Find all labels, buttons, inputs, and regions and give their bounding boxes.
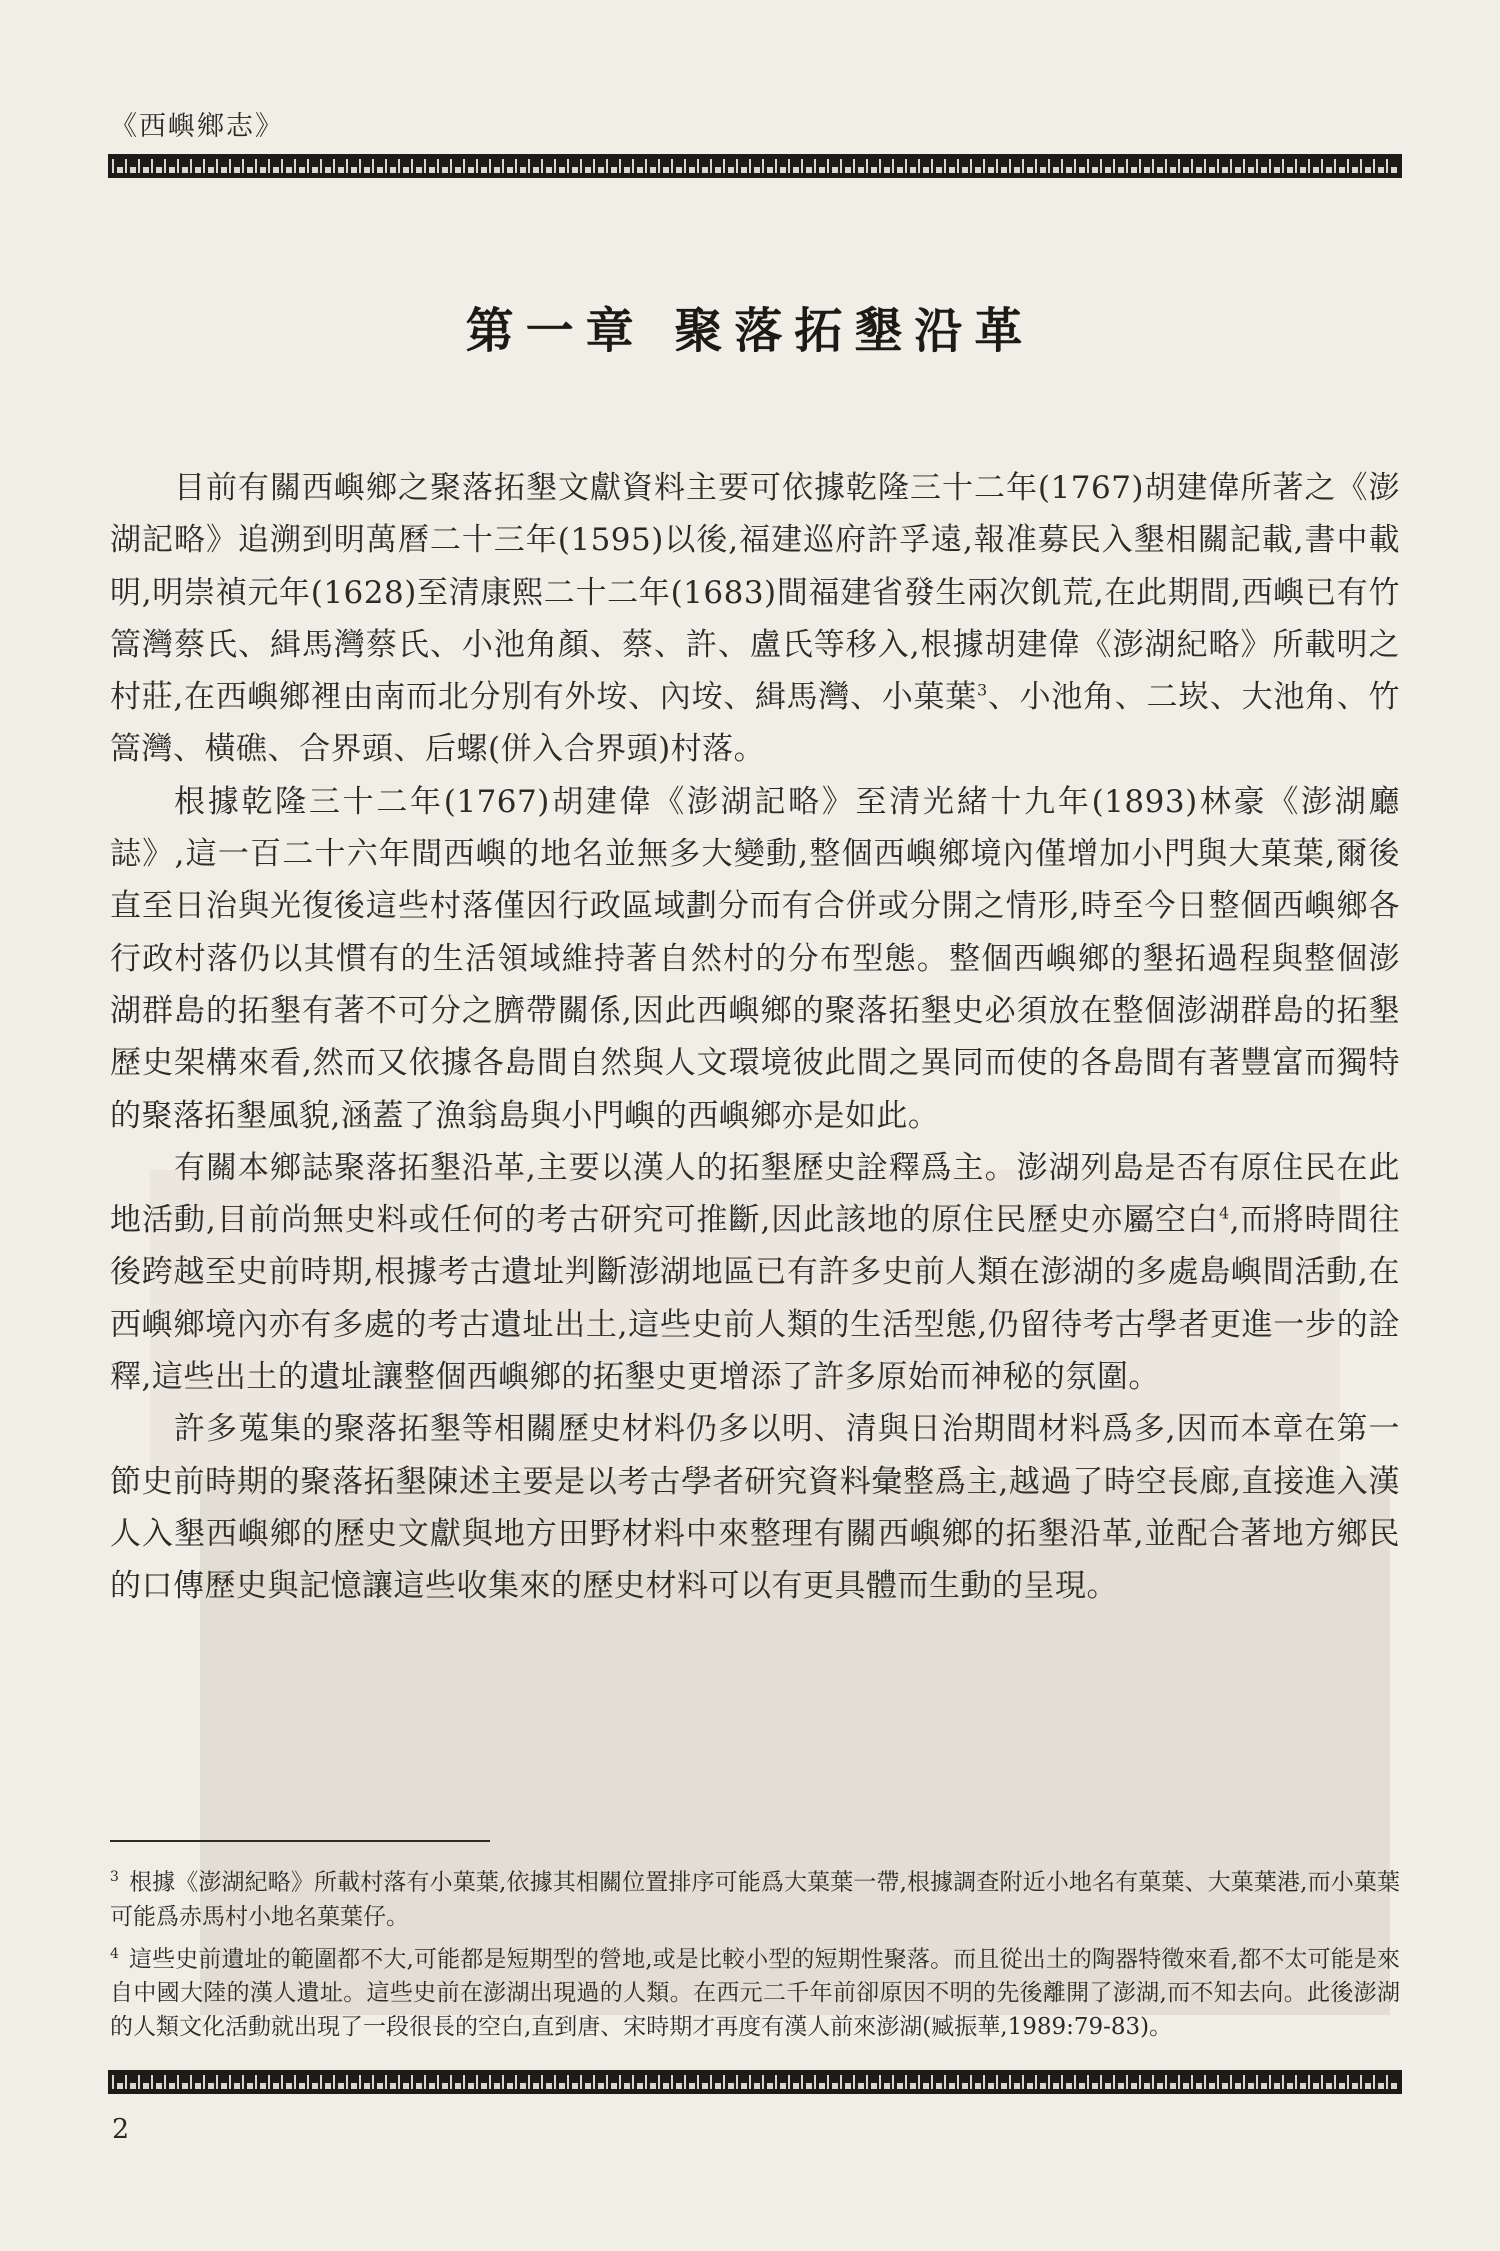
paragraph-1: 目前有關西嶼鄉之聚落拓墾文獻資料主要可依據乾隆三十二年(1767)胡建偉所著之《澎湖記略》追溯到明萬曆二十三年(1595)以後,福建巡府許孚遠,報准募民入墾相關記載,書中載明,明崇禎元年(1628)至清康熙二十二年(1683)間福建省發生兩次飢荒,在此期間,西嶼已有竹篙灣蔡氏、緝馬灣蔡氏、小池角顏、蔡、許、盧氏等移入,根據胡建偉《澎湖紀略》所載明之村莊,在西嶼鄉裡由南而北分別有外垵、內垵、緝馬灣、小菓葉$^3$、小池角、二崁、大池角、竹篙灣、橫礁、合界頭、后螺(併入合界頭)村落。 (110, 470, 1400, 768)
footnote-4: $^4$ 這些史前遺址的範圍都不大,可能都是短期型的營地,或是比較小型的短期性聚落。而且從出土的陶器特徵來看,都不太可能是來自中國大陸的漢人遺址。這些史前在澎湖出現過的人類。在西元二千年前卻原因不明的先後離開了澎湖,而不知去向。此後澎湖的人類文化活動就出現了一段很長的空白,直到唐、宋時期才再度有漢人前來澎湖(臧振華,1989:79-83)。 (110, 1945, 1400, 2041)
footnote-separator (110, 1840, 490, 1842)
header-ornamental-border (108, 154, 1402, 178)
paragraph-4: 許多蒐集的聚落拓墾等相關歷史材料仍多以明、清與日治期間材料爲多,因而本章在第一節史前時期的聚落拓墾陳述主要是以考古學者研究資料彙整爲主,越過了時空長廊,直接進入漢人入墾西嶼鄉的歷史文獻與地方田野材料中來整理有關西嶼鄉的拓墾沿革,並配合著地方鄉民的口傳歷史與記憶讓這些收集來的歷史材料可以有更具體而生動的呈現。 (110, 1411, 1400, 1605)
body-text (110, 462, 1400, 1613)
footnote-ref-3[interactable]: 3 (976, 680, 988, 700)
paragraph-3: 有關本鄉誌聚落拓墾沿革,主要以漢人的拓墾歷史詮釋爲主。澎湖列島是否有原住民在此地活動,目前尚無史料或任何的考古研究可推斷,因此該地的原住民歷史亦屬空白$^4$,而將時間往後跨越至史前時期,根據考古遺址判斷澎湖地區已有許多史前人類在澎湖的多處島嶼間活動,在西嶼鄉境內亦有多處的考古遺址出土,這些史前人類的生活型態,仍留待考古學者更進一步的詮釋,這些出土的遺址讓整個西嶼鄉的拓墾史更增添了許多原始而神秘的氛圍。 (110, 1149, 1400, 1396)
chapter-title: 第一章 聚落拓墾沿革 (465, 303, 1035, 359)
page-number: 2 (112, 2114, 130, 2145)
footnote-3: $^3$ 根據《澎湖紀略》所載村落有小菓葉,依據其相關位置排序可能爲大菓葉一帶,根據調查附近小地名有菓葉、大菓葉港,而小菓葉可能爲赤馬村小地名菓葉仔。 (110, 1869, 1400, 1930)
running-header-title: 《西嶼鄉志》 (110, 111, 284, 142)
footnotes (110, 1860, 1400, 2047)
footnote-ref-4[interactable]: 4 (1219, 1203, 1230, 1223)
footer-ornamental-border (108, 2070, 1402, 2094)
paragraph-2: 根據乾隆三十二年(1767)胡建偉《澎湖記略》至清光緒十九年(1893)林豪《澎湖廳誌》,這一百二十六年間西嶼的地名並無多大變動,整個西嶼鄉境內僅增加小門與大菓葉,爾後直至日治與光復後這些村落僅因行政區域劃分而有合併或分開之情形,時至今日整個西嶼鄉各行政村落仍以其慣有的生活領域維持著自然村的分布型態。整個西嶼鄉的墾拓過程與整個澎湖群島的拓墾有著不可分之臍帶關係,因此西嶼鄉的聚落拓墾史必須放在整個澎湖群島的拓墾歷史架構來看,然而又依據各島間自然與人文環境彼此間之異同而使的各島間有著豐富而獨特的聚落拓墾風貌,涵蓋了漁翁島與小門嶼的西嶼鄉亦是如此。 (110, 783, 1400, 1134)
